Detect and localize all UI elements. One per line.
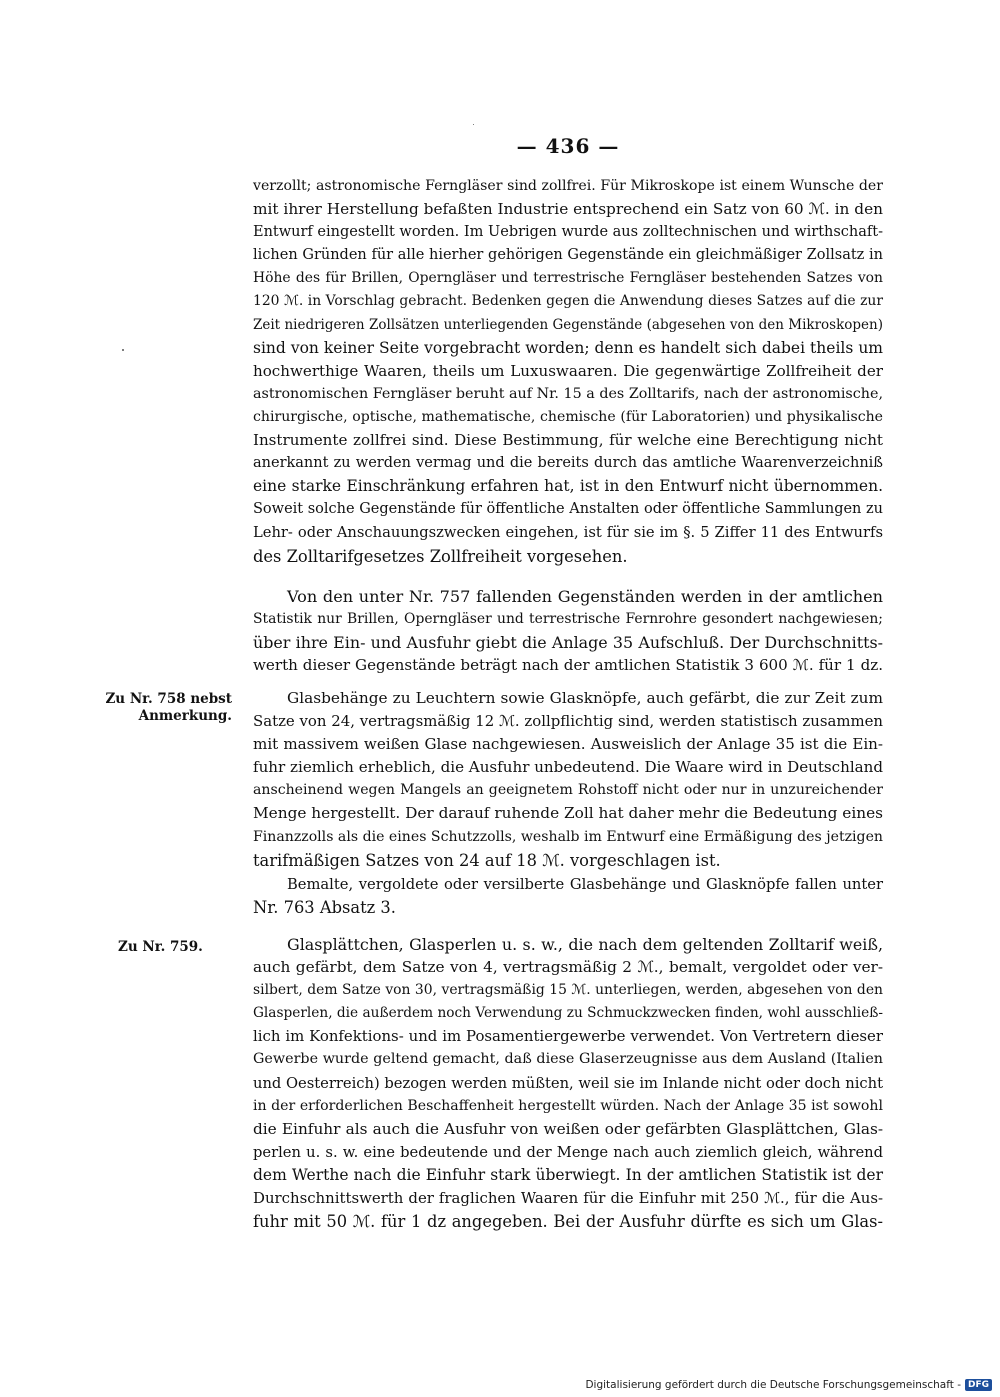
text-line: in der erforderlichen Beschaffenheit hergestellt würden. Nach der Anlage 35 ist sowohl	[253, 1097, 883, 1114]
text-line: hochwerthige Waaren, theils um Luxuswaaren. Die gegenwärtige Zollfreiheit der	[253, 361, 883, 380]
text-line: Instrumente zollfrei sind. Diese Bestimmung, für welche eine Berechtigung nicht	[253, 431, 883, 450]
text-line: Durchschnittswerth der fraglichen Waaren für die Einfuhr mit 250 ℳ., für die Aus-	[253, 1189, 883, 1208]
side-note-nr-759: Zu Nr. 759.	[118, 939, 203, 955]
paragraph-3	[253, 687, 883, 872]
paragraph-5	[253, 933, 883, 1233]
text-line: Statistik nur Brillen, Operngläser und terrestrische Fernrohre gesondert nachgewiesen;	[253, 611, 883, 628]
text-line: anerkannt zu werden vermag und die bereits durch das amtliche Waarenverzeichniß	[253, 455, 883, 472]
text-line: Nr. 763 Absatz 3.	[253, 898, 396, 918]
text-line: dem Werthe nach die Einfuhr stark überwiegt. In der amtlichen Statistik ist der	[253, 1165, 883, 1184]
text-line: 120 ℳ. in Vorschlag gebracht. Bedenken gegen die Anwendung dieses Satzes auf die zur	[253, 293, 883, 310]
text-line: eine starke Einschränkung erfahren hat, ist in den Entwurf nicht übernommen.	[253, 477, 883, 496]
paragraph-1	[253, 175, 883, 568]
text-line: Bemalte, vergoldete oder versilberte Glasbehänge und Glasknöpfe fallen unter	[287, 876, 883, 893]
text-line: und Oesterreich) bezogen werden müßten, weil sie im Inlande nicht oder doch nicht	[253, 1074, 883, 1092]
page-number: — 436 —	[516, 134, 620, 158]
digitization-footer	[585, 1379, 992, 1391]
text-line: Finanzzolls als die eines Schutzzolls, weshalb im Entwurf eine Ermäßigung des jetzigen	[253, 828, 883, 845]
footer-text: Digitalisierung gefördert durch die Deutsche Forschungsgemeinschaft -	[585, 1379, 961, 1391]
text-line: des Zolltarifgesetzes Zollfreiheit vorgesehen.	[253, 546, 628, 566]
paragraph-4	[253, 873, 883, 919]
text-line: Glasplättchen, Glasperlen u. s. w., die nach dem geltenden Zolltarif weiß,	[287, 935, 883, 954]
text-line: chirurgische, optische, mathematische, chemische (für Laboratorien) und physikalische	[253, 408, 883, 425]
text-line: Satze von 24, vertragsmäßig 12 ℳ. zollpflichtig sind, werden statistisch zusammen	[253, 712, 883, 731]
text-line: mit ihrer Herstellung befaßten Industrie entsprechend ein Satz von 60 ℳ. in den	[253, 200, 883, 219]
speck-mark	[122, 349, 124, 351]
text-line: astronomischen Ferngläser beruht auf Nr. 15 a des Zolltarifs, nach der astronomische,	[253, 385, 883, 402]
text-line: lich im Konfektions- und im Posamentiergewerbe verwendet. Von Vertretern dieser	[253, 1027, 883, 1046]
text-line: anscheinend wegen Mangels an geeignetem Rohstoff nicht oder nur in unzureichender	[253, 782, 883, 799]
side-note-nr-758: Zu Nr. 758 nebst Anmerkung.	[105, 691, 232, 724]
speck-mark	[473, 124, 474, 125]
text-line: Glasperlen, die außerdem noch Verwendung zu Schmuckzwecken finden, wohl ausschließ-	[253, 1005, 883, 1022]
text-line: perlen u. s. w. eine bedeutende und der Menge nach auch ziemlich gleich, während	[253, 1143, 883, 1161]
text-line: Gewerbe wurde geltend gemacht, daß diese Glaserzeugnisse aus dem Ausland (Italien	[253, 1051, 883, 1068]
text-line: die Einfuhr als auch die Ausfuhr von weißen oder gefärbten Glasplättchen, Glas-	[253, 1119, 883, 1138]
text-line: sind von keiner Seite vorgebracht worden; denn es handelt sich dabei theils um	[253, 338, 883, 357]
text-line: Zeit niedrigeren Zollsätzen unterliegenden Gegenstände (abgesehen von den Mikroskopen)	[253, 316, 883, 333]
text-line: Soweit solche Gegenstände für öffentliche Anstalten oder öffentliche Sammlungen zu	[253, 501, 883, 518]
text-line: Von den unter Nr. 757 fallenden Gegenständen werden in der amtlichen	[287, 587, 883, 606]
text-line: Menge hergestellt. Der darauf ruhende Zoll hat daher mehr die Bedeutung eines	[253, 804, 883, 823]
text-line: Entwurf eingestellt worden. Im Uebrigen wurde aus zolltechnischen und wirthschaft-	[253, 224, 883, 241]
text-line: tarifmäßigen Satzes von 24 auf 18 ℳ. vorgeschlagen ist.	[253, 850, 721, 870]
text-line: silbert, dem Satze von 30, vertragsmäßig 15 ℳ. unterliegen, werden, abgesehen von den	[253, 982, 883, 999]
text-line: Höhe des für Brillen, Operngläser und terrestrische Ferngläser bestehenden Satzes von	[253, 270, 883, 287]
text-line: fuhr mit 50 ℳ. für 1 dz angegeben. Bei der Ausfuhr dürfte es sich um Glas-	[253, 1212, 883, 1232]
text-line: über ihre Ein- und Ausfuhr giebt die Anlage 35 Aufschluß. Der Durchschnitts-	[253, 633, 883, 653]
text-line: mit massivem weißen Glase nachgewiesen. Ausweislich der Anlage 35 ist die Ein-	[253, 735, 883, 754]
dfg-logo-icon: DFG	[965, 1379, 992, 1391]
paragraph-2	[253, 585, 883, 677]
text-line: Glasbehänge zu Leuchtern sowie Glasknöpfe, auch gefärbt, die zur Zeit zum	[287, 689, 883, 707]
text-line: lichen Gründen für alle hierher gehörigen Gegenstände ein gleichmäßiger Zollsatz in	[253, 247, 883, 264]
text-line: auch gefärbt, dem Satze von 4, vertragsmäßig 2 ℳ., bemalt, vergoldet oder ver-	[253, 958, 883, 977]
text-line: fuhr ziemlich erheblich, die Ausfuhr unbedeutend. Die Waare wird in Deutschland	[253, 758, 884, 777]
text-line: verzollt; astronomische Ferngläser sind zollfrei. Für Mikroskope ist einem Wunsche der	[253, 178, 883, 194]
text-line: werth dieser Gegenstände beträgt nach der amtlichen Statistik 3 600 ℳ. für 1 dz.	[253, 656, 883, 675]
text-line: Lehr- oder Anschauungszwecken eingehen, ist für sie im §. 5 Ziffer 11 des Entwurfs	[253, 524, 883, 542]
